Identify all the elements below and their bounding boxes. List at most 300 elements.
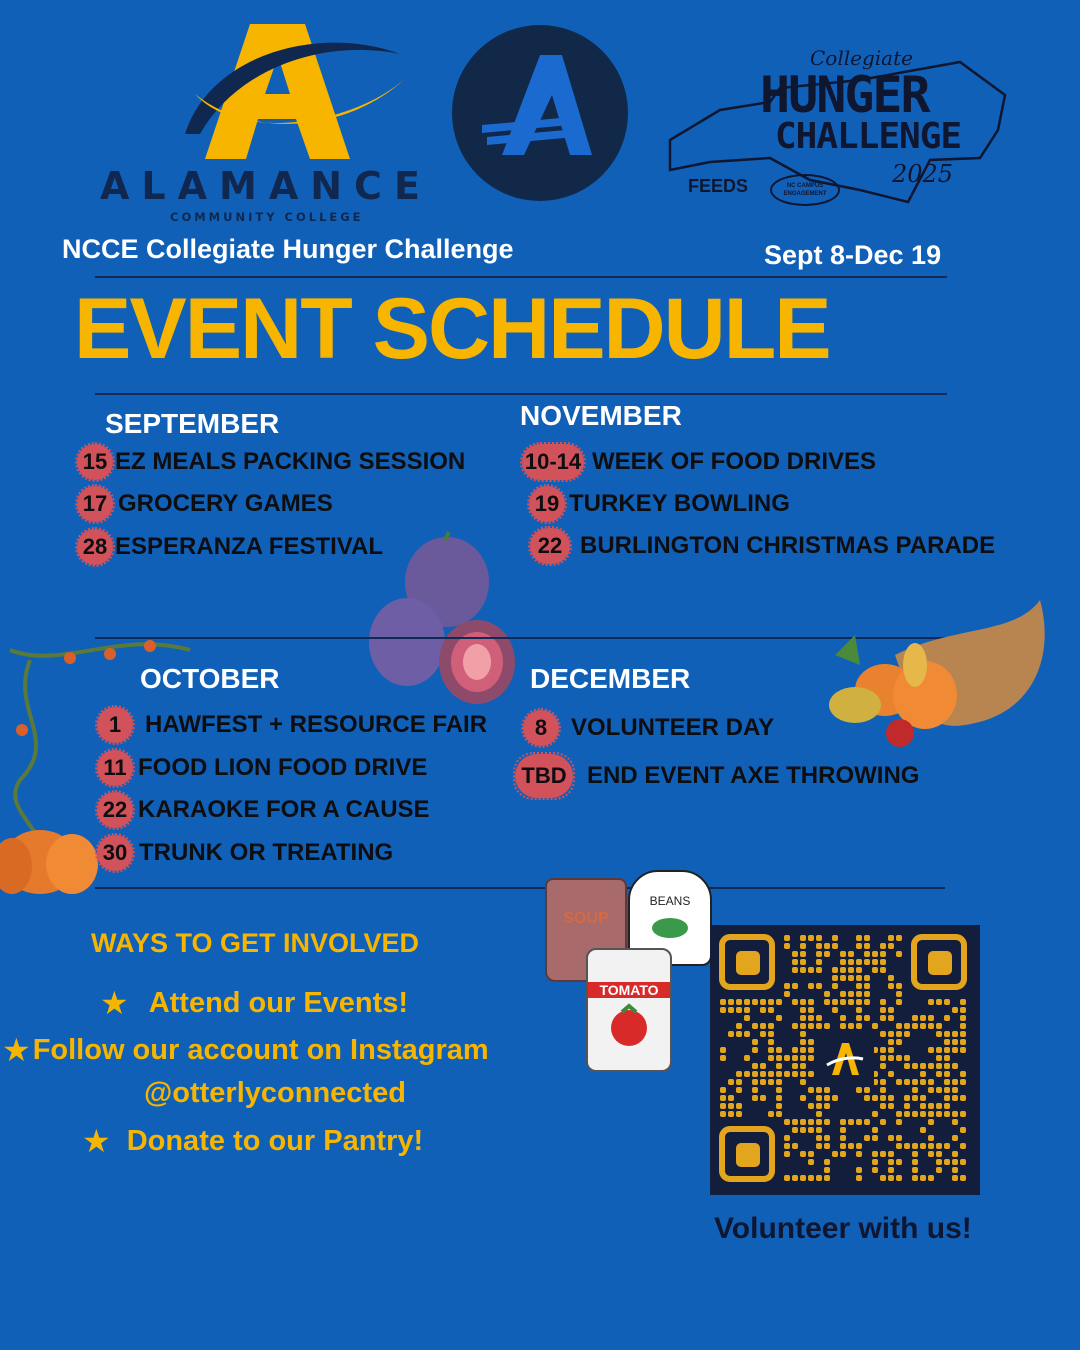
qr-module [776,1095,782,1101]
qr-module [840,1127,846,1133]
qr-module [816,1103,822,1109]
qr-module [960,1143,966,1149]
qr-module [912,1095,918,1101]
event-name: BURLINGTON CHRISTMAS PARADE [580,532,996,559]
qr-module [928,1135,934,1141]
qr-module [792,983,798,989]
event-name: EZ MEALS PACKING SESSION [115,448,466,475]
qr-module [800,1039,806,1045]
qr-module [784,935,790,941]
qr-module [760,1007,766,1013]
qr-module [864,1119,870,1125]
qr-module [952,1079,958,1085]
alamance-logo [100,14,440,224]
qr-module [808,1103,814,1109]
event-date-badge: 30 [97,835,133,871]
qr-module [800,935,806,941]
qr-module [784,1055,790,1061]
qr-module [792,967,798,973]
qr-module [840,951,846,957]
qr-module [904,1103,910,1109]
qr-module [760,1031,766,1037]
qr-module [960,1111,966,1117]
qr-module [880,1087,886,1093]
qr-module [768,1023,774,1029]
qr-module [960,1159,966,1165]
qr-module [880,1055,886,1061]
qr-module [872,1095,878,1101]
qr-module [824,1095,830,1101]
qr-module [808,1023,814,1029]
qr-module [816,1095,822,1101]
event-name: TRUNK OR TREATING [139,839,394,866]
qr-module [848,1143,854,1149]
qr-module [792,1119,798,1125]
qr-module [816,1023,822,1029]
qr-module [944,1111,950,1117]
qr-module [928,1119,934,1125]
qr-module [824,1167,830,1173]
qr-module [776,1047,782,1053]
qr-module [784,991,790,997]
qr-module [720,1047,726,1053]
qr-module [768,1039,774,1045]
qr-module [888,1103,894,1109]
qr-module [736,1031,742,1037]
qr-module [896,1031,902,1037]
qr-module [840,967,846,973]
qr-module [920,1143,926,1149]
qr-module [792,1047,798,1053]
qr-module [880,1031,886,1037]
qr-module [864,1087,870,1093]
college-subline: COMMUNITY COLLEGE [170,210,364,224]
qr-module [816,959,822,965]
qr-module [960,1175,966,1181]
event-name: WEEK OF FOOD DRIVES [592,448,877,475]
qr-module [768,1007,774,1013]
qr-module [960,1015,966,1021]
event-row [529,486,790,522]
qr-module [864,999,870,1005]
qr-module [896,951,902,957]
qr-module [872,959,878,965]
qr-module [936,1071,942,1077]
qr-module [936,1111,942,1117]
star-icon: ★ [100,985,129,1021]
qr-module [760,1023,766,1029]
event-row [77,486,333,522]
qr-module [880,1007,886,1013]
qr-module [840,975,846,981]
event-date-badge: 22 [97,792,133,828]
qr-module [768,1055,774,1061]
event-date-badge: 11 [97,750,133,786]
event-row [77,529,383,565]
qr-module [720,1095,726,1101]
qr-module [880,1063,886,1069]
qr-module [856,1119,862,1125]
beans-icon [630,908,710,948]
qr-module [952,1007,958,1013]
qr-module [808,1047,814,1053]
qr-module [800,1175,806,1181]
qr-module [752,1079,758,1085]
qr-module [888,1031,894,1037]
qr-module [960,1039,966,1045]
qr-module [832,1095,838,1101]
qr-module [864,951,870,957]
qr-module [912,1079,918,1085]
qr-module [784,1143,790,1149]
challenge-hunger-text: HUNGER [760,66,929,124]
qr-module [944,1079,950,1085]
qr-module [744,1055,750,1061]
qr-module [800,1031,806,1037]
qr-module [880,1151,886,1157]
qr-module [864,943,870,949]
qr-module [864,959,870,965]
qr-module [904,1111,910,1117]
qr-module [832,943,838,949]
qr-module [816,1111,822,1117]
qr-module [736,1111,742,1117]
qr-module [840,991,846,997]
qr-module [856,1007,862,1013]
qr-module [880,1095,886,1101]
event-date-badge: 8 [523,710,559,746]
qr-module [792,951,798,957]
qr-module [928,1143,934,1149]
qr-module [816,1175,822,1181]
event-date-badge: 10-14 [522,444,584,480]
event-row [523,710,774,746]
qr-module [840,959,846,965]
qr-module [800,1007,806,1013]
qr-module [928,999,934,1005]
qr-module [944,1087,950,1093]
qr-module [880,951,886,957]
qr-module [768,999,774,1005]
qr-module [832,935,838,941]
qr-module [920,1111,926,1117]
qr-module [776,1111,782,1117]
qr-module [856,983,862,989]
qr-module [912,1175,918,1181]
qr-module [840,1151,846,1157]
qr-module [720,1103,726,1109]
qr-module [928,1079,934,1085]
qr-module [848,1119,854,1125]
qr-module [952,1039,958,1045]
qr-module [824,991,830,997]
qr-module [800,967,806,973]
qr-module [936,1151,942,1157]
qr-module [856,1023,862,1029]
qr-module [944,1143,950,1149]
qr-module [888,983,894,989]
qr-module [896,999,902,1005]
qr-module [800,959,806,965]
qr-module [776,1079,782,1085]
qr-module [744,999,750,1005]
qr-module [808,983,814,989]
qr-module [912,1063,918,1069]
qr-module [848,999,854,1005]
qr-module [920,1071,926,1077]
qr-module [872,1127,878,1133]
qr-module [872,1111,878,1117]
qr-module [728,1111,734,1117]
qr-module [848,991,854,997]
event-row [522,444,876,480]
qr-module [944,999,950,1005]
qr-module [744,1031,750,1037]
qr-module [768,1031,774,1037]
qr-module [960,1031,966,1037]
qr-module [944,1159,950,1165]
qr-module [784,1175,790,1181]
qr-finder-center [736,1143,760,1167]
qr-module [760,1079,766,1085]
month-heading-november: NOVEMBER [520,400,682,431]
qr-module [832,975,838,981]
qr-module [960,1007,966,1013]
qr-module [944,1103,950,1109]
qr-module [720,1007,726,1013]
qr-module [888,1055,894,1061]
qr-module [824,943,830,949]
qr-module [944,1031,950,1037]
qr-module [896,1079,902,1085]
qr-module [808,1159,814,1165]
qr-module [904,1055,910,1061]
qr-module [960,999,966,1005]
qr-module [936,1055,942,1061]
qr-module [776,1063,782,1069]
qr-module [808,967,814,973]
event-date-badge: 1 [97,707,133,743]
qr-module [896,1039,902,1045]
qr-module [776,999,782,1005]
qr-module [912,1087,918,1093]
qr-module [816,951,822,957]
qr-module [832,1151,838,1157]
qr-module [808,1119,814,1125]
qr-module [904,1143,910,1149]
qr-module [808,935,814,941]
qr-module [840,1119,846,1125]
qr-module [856,1167,862,1173]
qr-module [952,1119,958,1125]
qr-module [944,1063,950,1069]
qr-module [792,1063,798,1069]
ways-item-label: Follow our account on Instagram [32,1033,489,1066]
qr-module [816,983,822,989]
qr-module [848,951,854,957]
qr-module [952,1111,958,1117]
qr-module [752,1039,758,1045]
qr-module [928,1087,934,1093]
qr-module [744,1071,750,1077]
qr-module [736,999,742,1005]
qr-module [736,1087,742,1093]
event-date-badge: 15 [77,444,113,480]
qr-module [840,1023,846,1029]
qr-caption: Volunteer with us! [714,1212,972,1245]
qr-module [856,999,862,1005]
qr-module [920,1095,926,1101]
tomato-can-illustration [586,948,672,1072]
qr-module [824,951,830,957]
qr-module [880,943,886,949]
qr-module [936,1047,942,1053]
qr-module [920,1063,926,1069]
qr-center-logo [816,1033,874,1085]
event-name: FOOD LION FOOD DRIVE [138,754,428,781]
qr-module [752,1087,758,1093]
qr-module [792,1127,798,1133]
qr-module [808,1087,814,1093]
qr-module [824,1159,830,1165]
qr-module [920,1023,926,1029]
qr-module [856,943,862,949]
qr-module [816,1135,822,1141]
qr-module [952,1151,958,1157]
challenge-challenge-text: CHALLENGE [775,116,962,157]
event-row [77,444,465,480]
qr-module [872,967,878,973]
qr-module [736,1103,742,1109]
qr-module [888,1135,894,1141]
qr-module [880,1047,886,1053]
event-row [97,835,393,871]
qr-module [936,1087,942,1093]
qr-module [824,1119,830,1125]
qr-module [888,1167,894,1173]
qr-module [936,1159,942,1165]
qr-module [960,1023,966,1029]
qr-module [792,1175,798,1181]
qr-module [896,1175,902,1181]
qr-module [880,999,886,1005]
qr-module [808,1015,814,1021]
tomato-icon [588,998,670,1058]
qr-module [904,1079,910,1085]
qr-module [880,1079,886,1085]
fig-illustration [365,530,525,710]
stylized-a-icon [452,25,628,201]
qr-module [800,999,806,1005]
qr-module [896,1111,902,1117]
qr-module [880,1103,886,1109]
qr-module [736,1071,742,1077]
bottom-rule [95,887,945,889]
qr-module [784,943,790,949]
qr-module [912,1167,918,1173]
qr-module [784,1151,790,1157]
qr-module [848,967,854,973]
volunteer-qr-code[interactable] [710,925,980,1195]
qr-module [960,1071,966,1077]
qr-module [880,1119,886,1125]
qr-module [888,1175,894,1181]
qr-module [800,1151,806,1157]
qr-module [920,1079,926,1085]
qr-module [832,1007,838,1013]
event-name: GROCERY GAMES [118,490,333,517]
qr-module [872,1135,878,1141]
qr-module [888,1039,894,1045]
qr-module [824,1135,830,1141]
qr-module [864,1015,870,1021]
beans-can-label: BEANS [649,894,691,908]
qr-module [848,1023,854,1029]
event-name: ESPERANZA FESTIVAL [115,533,384,560]
qr-module [816,1015,822,1021]
qr-module [792,959,798,965]
qr-module [904,1063,910,1069]
qr-module [752,1095,758,1101]
qr-module [912,1015,918,1021]
qr-module [752,1063,758,1069]
qr-module [928,1015,934,1021]
qr-module [944,1071,950,1077]
qr-module [912,1143,918,1149]
qr-module [720,1111,726,1117]
qr-module [928,1023,934,1029]
qr-module [744,1015,750,1021]
qr-module [872,1023,878,1029]
event-row [97,792,430,828]
qr-module [880,967,886,973]
event-name: END EVENT AXE THROWING [587,762,920,789]
qr-module [784,1071,790,1077]
qr-module [928,1175,934,1181]
qr-module [952,1031,958,1037]
qr-module [832,967,838,973]
event-date-badge: 17 [77,486,113,522]
qr-module [944,1095,950,1101]
qr-module [800,1047,806,1053]
qr-module [888,935,894,941]
qr-module [808,1175,814,1181]
qr-module [776,1055,782,1061]
alamance-a-icon [100,14,440,164]
qr-module [856,959,862,965]
qr-module [816,1087,822,1093]
qr-module [824,999,830,1005]
qr-module [824,1023,830,1029]
qr-module [768,1047,774,1053]
instagram-handle[interactable]: @otterlyconnected [144,1077,406,1109]
month-heading-october: OCTOBER [140,663,280,694]
qr-module [840,1135,846,1141]
qr-module [808,1007,814,1013]
qr-module [872,951,878,957]
qr-module [960,1047,966,1053]
qr-module [720,1055,726,1061]
qr-module [816,1143,822,1149]
qr-module [912,1111,918,1117]
qr-module [936,1143,942,1149]
qr-module [728,1079,734,1085]
qr-module [872,1151,878,1157]
qr-module [896,935,902,941]
qr-module [952,1135,958,1141]
qr-module [928,1063,934,1069]
qr-module [752,999,758,1005]
